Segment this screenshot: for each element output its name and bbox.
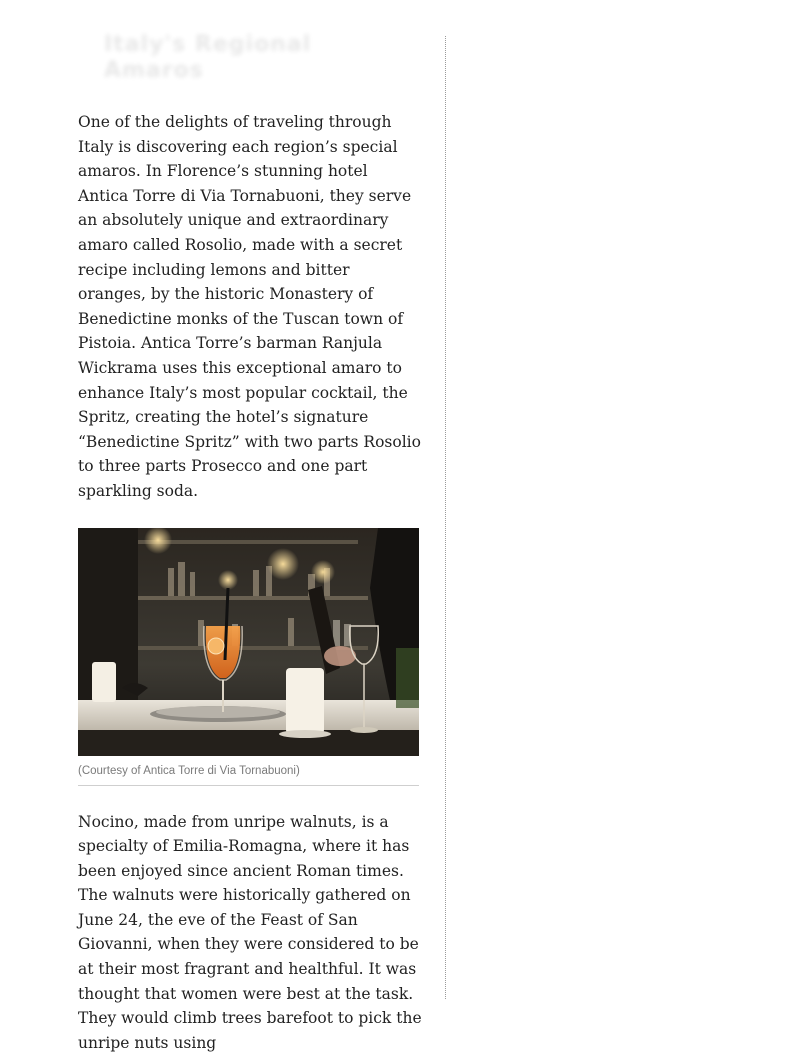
photo-figure [78,528,419,786]
photo-caption: (Courtesy of Antica Torre di Via Tornabuoni) [78,765,419,786]
nocino-section [78,810,422,1055]
faded-heading: Italy's Regional Amaros [104,32,404,92]
nocino-history-paragraph: The walnuts were historically gathered on June 24, the eve of the Feast of San Giovanni, when they were considered to be at their most fragrant and healthful. It was thought that women were best at the task. They would climb trees barefoot to pick the unripe nuts using [78,883,422,1055]
article-column [78,110,422,1055]
column-divider [445,36,446,999]
bar-photo [78,528,419,756]
nocino-intro-paragraph: Nocino, made from unripe walnuts, is a specialty of Emilia-Romagna, where it has been enjoyed since ancient Roman times. [78,810,422,884]
intro-paragraph: One of the delights of traveling through Italy is discovering each region’s special amaros. In Florence’s stunning hotel Antica Torre di Via Tornabuoni, they serve an absolutely unique and extraordinary amaro called Rosolio, made with a secret recipe including lemons and bitter oranges, by the historic Monastery of Benedictine monks of the Tuscan town of Pistoia. Antica Torre’s barman Ranjula Wickrama uses this exceptional amaro to enhance Italy’s most popular cocktail, the Spritz, creating the hotel’s signature “Benedictine Spritz” with two parts Rosolio to three parts Prosecco and one part sparkling soda. [78,110,422,504]
